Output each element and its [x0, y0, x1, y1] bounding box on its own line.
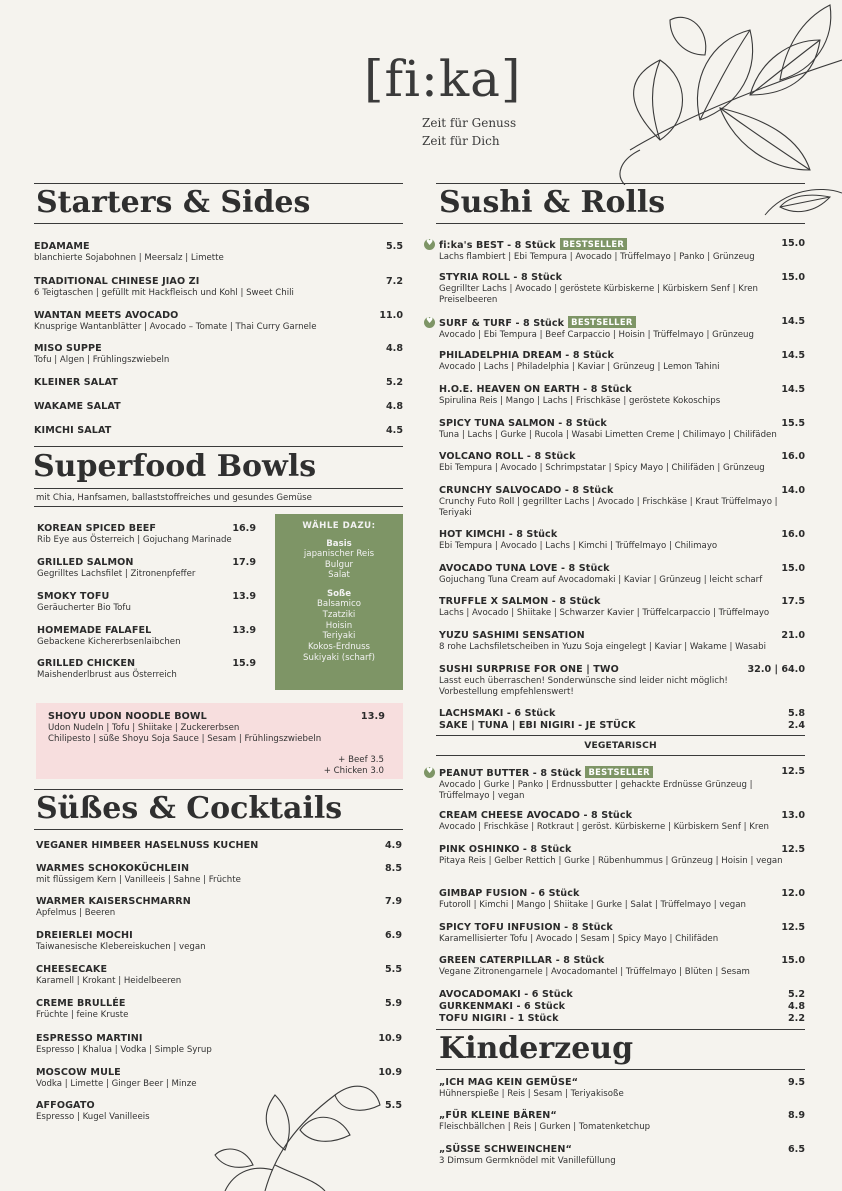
- item-description: Gebackene Kichererbsenlaibchen: [37, 637, 181, 647]
- item-description: Avocado | Lachs | Philadelphia | Kaviar | Grünzeug | Lemon Tahini: [439, 362, 720, 372]
- item-description: Knusprige Wantanblätter | Avocado – Tomate | Thai Curry Garnele: [34, 322, 317, 332]
- menu-item: [37, 591, 256, 614]
- item-price: 5.2: [788, 989, 805, 1000]
- menu-item: [439, 888, 805, 911]
- item-description: Früchte | feine Kruste: [36, 1010, 129, 1020]
- item-price: 14.5: [781, 384, 805, 395]
- item-name: ESPRESSO MARTINI: [36, 1033, 143, 1044]
- item-price: 15.0: [781, 272, 805, 283]
- item-price: 17.5: [781, 596, 805, 607]
- menu-item: [34, 377, 403, 388]
- item-price: 6.5: [788, 1144, 805, 1155]
- item-description: Espresso | Khalua | Vodka | Simple Syrup: [36, 1045, 212, 1055]
- menu-item: [34, 425, 403, 436]
- item-name: YUZU SASHIMI SENSATION: [439, 630, 585, 641]
- menu-item: [439, 810, 805, 833]
- bestseller-heart-icon: [424, 767, 435, 778]
- item-name: TOFU NIGIRI - 1 Stück: [439, 1013, 559, 1024]
- item-name: CHEESECAKE: [36, 964, 108, 975]
- item-name: fi:ka's BEST - 8 Stück BESTSELLER: [439, 238, 805, 251]
- menu-item: [439, 272, 805, 306]
- item-price: 12.5: [781, 844, 805, 855]
- item-name: SUSHI SURPRISE FOR ONE | TWO: [439, 664, 619, 675]
- item-name: AVOCADO TUNA LOVE - 8 Stück: [439, 563, 610, 574]
- item-description: blanchierte Sojabohnen | Meersalz | Limette: [34, 253, 224, 263]
- logo-tagline-1: Zeit für Genuss: [422, 116, 517, 130]
- item-price: 14.0: [781, 485, 805, 496]
- item-price: 4.9: [385, 840, 402, 851]
- item-description: Avocado | Gurke | Panko | Erdnussbutter | gehackte Erdnüsse Grünzeug | Trüffelmayo | vegan: [439, 780, 753, 801]
- item-price: 8.9: [788, 1110, 805, 1121]
- item-price: 15.0: [781, 238, 805, 249]
- noodle-desc-1: Udon Nudeln | Tofu | Shiitake | Zuckererbsen: [48, 723, 240, 733]
- vegetarian-title: VEGETARISCH: [584, 740, 657, 751]
- item-price: 16.0: [781, 529, 805, 540]
- item-name: „ICH MAG KEIN GEMÜSE“: [439, 1077, 579, 1088]
- item-description: Gegrilltes Lachsfilet | Zitronenpfeffer: [37, 569, 196, 579]
- item-name: HOT KIMCHI - 8 Stück: [439, 529, 558, 540]
- divider: [436, 755, 805, 756]
- noodle-desc-2: Chilipesto | süße Shoyu Soja Sauce | Sesam | Frühlingszwiebeln: [48, 734, 322, 744]
- item-description: Lachs | Avocado | Shiitake | Schwarzer Kavier | Trüffelcarpaccio | Trüffelmayo: [439, 608, 770, 618]
- item-description: mit flüssigem Kern | Vanilleeis | Sahne | Früchte: [36, 875, 241, 885]
- section-title-starters: Starters & Sides: [36, 185, 311, 220]
- item-description: Gegrillter Lachs | Avocado | geröstete Kürbiskerne | Kürbiskern Senf | Kren Preiselbeeren: [439, 284, 758, 305]
- menu-item: [439, 664, 805, 698]
- menu-item: [439, 1077, 805, 1100]
- menu-item: [34, 310, 403, 333]
- divider: [34, 446, 403, 447]
- item-description: Ebi Tempura | Avocado | Schrimpstatar | Spicy Mayo | Chilifäden | Grünzeug: [439, 463, 765, 473]
- item-price: 10.9: [378, 1067, 402, 1078]
- item-price: 15.9: [232, 658, 256, 669]
- item-price: 4.5: [386, 425, 403, 436]
- item-name: GREEN CATERPILLAR - 8 Stück: [439, 955, 605, 966]
- item-price: 5.5: [385, 964, 402, 975]
- item-price: 2.4: [788, 720, 805, 731]
- menu-item: [36, 1100, 402, 1123]
- menu-item: [439, 418, 805, 441]
- item-price: 5.2: [386, 377, 403, 388]
- item-price: 7.2: [386, 276, 403, 287]
- bestseller-badge: BESTSELLER: [560, 238, 627, 250]
- item-price: 17.9: [232, 557, 256, 568]
- item-name: WAKAME SALAT: [34, 401, 121, 412]
- noodle-extra-beef: + Beef 3.5: [338, 755, 384, 765]
- item-price: 7.9: [385, 896, 402, 907]
- basis-list: [275, 549, 403, 581]
- menu-item: [439, 529, 805, 552]
- item-description: Vegane Zitronengarnele | Avocadomantel | Trüffelmayo | Blüten | Sesam: [439, 967, 750, 977]
- menu-item: [439, 844, 805, 867]
- menu-item: [439, 350, 805, 373]
- item-name: MOSCOW MULE: [36, 1067, 121, 1078]
- item-price: 16.9: [232, 523, 256, 534]
- item-name: EDAMAME: [34, 241, 90, 252]
- item-price: 12.0: [781, 888, 805, 899]
- item-price: 12.5: [781, 922, 805, 933]
- item-name: LACHSMAKI - 6 Stück: [439, 708, 556, 719]
- item-price: 15.0: [781, 563, 805, 574]
- basis-option: Bulgur: [324, 559, 354, 570]
- item-name: WANTAN MEETS AVOCADO: [34, 310, 179, 321]
- item-name: VOLCANO ROLL - 8 Stück: [439, 451, 576, 462]
- item-price: 5.5: [385, 1100, 402, 1111]
- section-title-sushi: Sushi & Rolls: [439, 185, 666, 220]
- menu-item: [36, 930, 402, 953]
- item-description: Hühnerspieße | Reis | Sesam | Teriyakisoße: [439, 1089, 624, 1099]
- menu-item: [439, 1144, 805, 1167]
- item-description: 8 rohe Lachsfiletscheiben in Yuzu Soja eingelegt | Kaviar | Wakame | Wasabi: [439, 642, 766, 652]
- bestseller-badge: BESTSELLER: [568, 316, 635, 328]
- item-price: 15.0: [781, 955, 805, 966]
- item-name: PEANUT BUTTER - 8 Stück BESTSELLER: [439, 766, 805, 779]
- item-name: GIMBAP FUSION - 6 Stück: [439, 888, 580, 899]
- item-description: Avocado | Frischkäse | Rotkraut | geröst. Kürbiskerne | Kürbiskern Senf | Kren: [439, 822, 769, 832]
- item-description: Karamell | Krokant | Heidelbeeren: [36, 976, 182, 986]
- item-name: STYRIA ROLL - 8 Stück: [439, 272, 563, 283]
- menu-item: [439, 485, 805, 519]
- item-description: Ebi Tempura | Avocado | Lachs | Kimchi | Trüffelmayo | Chilimayo: [439, 541, 718, 551]
- item-name: GURKENMAKI - 6 Stück: [439, 1001, 566, 1012]
- menu-item: [439, 563, 805, 586]
- divider: [436, 1069, 805, 1070]
- sauce-list: [275, 599, 403, 663]
- menu-item: [439, 316, 805, 341]
- item-description: Futoroll | Kimchi | Mango | Shiitake | Gurke | Salat | Trüffelmayo | vegan: [439, 900, 746, 910]
- item-price: 5.5: [386, 241, 403, 252]
- item-price: 6.9: [385, 930, 402, 941]
- divider: [436, 223, 805, 224]
- basis-title: Basis: [326, 539, 352, 549]
- menu-item: [36, 896, 402, 919]
- item-description: Gojuchang Tuna Cream auf Avocadomaki | Kaviar | Grünzeug | leicht scharf: [439, 575, 763, 585]
- item-description: Vodka | Limette | Ginger Beer | Minze: [36, 1079, 197, 1089]
- divider: [436, 183, 805, 184]
- item-name: AFFOGATO: [36, 1100, 95, 1111]
- item-name: CREME BRULLÉE: [36, 998, 126, 1009]
- item-description: Geräucherter Bio Tofu: [37, 603, 131, 613]
- item-description: Fleischbällchen | Reis | Gurken | Tomatenketchup: [439, 1122, 651, 1132]
- menu-item: [34, 343, 403, 366]
- item-description: 6 Teigtaschen | gefüllt mit Hackfleisch und Kohl | Sweet Chili: [34, 288, 294, 298]
- divider: [34, 183, 403, 184]
- sauce-option: Balsamico: [316, 599, 362, 610]
- item-description: 3 Dimsum Germknödel mit Vanillefüllung: [439, 1156, 616, 1166]
- logo: [340, 48, 540, 158]
- item-price: 13.9: [232, 591, 256, 602]
- item-name: SPICY TUNA SALMON - 8 Stück: [439, 418, 607, 429]
- menu-item: [439, 596, 805, 619]
- item-description: Avocado | Ebi Tempura | Beef Carpaccio | Hoisin | Trüffelmayo | Grünzeug: [439, 330, 754, 340]
- menu-item: [34, 401, 403, 412]
- item-price: 12.5: [781, 766, 805, 777]
- item-description: Maishenderlbrust aus Österreich: [37, 670, 177, 680]
- item-price: 10.9: [378, 1033, 402, 1044]
- item-name: TRADITIONAL CHINESE JIAO ZI: [34, 276, 200, 287]
- item-description: Taiwanesische Klebereiskuchen | vegan: [36, 942, 206, 952]
- bestseller-heart-icon: [424, 317, 435, 328]
- item-description: Lachs flambiert | Ebi Tempura | Avocado | Trüffelmayo | Panko | Grünzeug: [439, 252, 755, 262]
- item-description: Tuna | Lachs | Gurke | Rucola | Wasabi Limetten Creme | Chilimayo | Chilifäden: [439, 430, 777, 440]
- item-description: Spirulina Reis | Mango | Lachs | Frischkäse | geröstete Kokoschips: [439, 396, 721, 406]
- logo-tagline-2: Zeit für Dich: [422, 134, 500, 148]
- item-price: 14.5: [781, 316, 805, 327]
- menu-item: [36, 998, 402, 1021]
- item-price: 32.0 | 64.0: [747, 664, 805, 675]
- item-price: 8.5: [385, 863, 402, 874]
- basis-option: japanischer Reis: [303, 549, 375, 559]
- menu-item: [439, 384, 805, 407]
- section-title-sweets: Süßes & Cocktails: [36, 791, 343, 826]
- menu-item: [439, 708, 805, 719]
- item-name: AVOCADOMAKI - 6 Stück: [439, 989, 573, 1000]
- item-price: 4.8: [386, 343, 403, 354]
- item-name: SMOKY TOFU: [37, 591, 110, 602]
- item-name: KLEINER SALAT: [34, 377, 118, 388]
- bestseller-badge: BESTSELLER: [585, 766, 652, 778]
- item-name: DREIERLEI MOCHI: [36, 930, 133, 941]
- divider: [34, 829, 403, 830]
- menu-item: [37, 658, 256, 681]
- noodle-extra-chicken: + Chicken 3.0: [323, 766, 384, 776]
- item-description: Lasst euch überraschen! Sonderwünsche sind leider nicht möglich! Vorbestellung empfehlenswert!: [439, 676, 728, 697]
- item-name: TRUFFLE X SALMON - 8 Stück: [439, 596, 601, 607]
- item-price: 11.0: [379, 310, 403, 321]
- leaf-illustration-top-right: [600, 0, 842, 185]
- item-description: Crunchy Futo Roll | gegrillter Lachs | Avocado | Frischkäse | Kraut Trüffelmayo | Teriyaki: [439, 497, 778, 518]
- item-name: HOMEMADE FALAFEL: [37, 625, 152, 636]
- menu-item: [36, 863, 402, 886]
- sauce-option: Tzatziki: [322, 609, 356, 620]
- menu-item: [439, 1001, 805, 1012]
- item-description: Karamellisierter Tofu | Avocado | Sesam | Spicy Mayo | Chilifäden: [439, 934, 719, 944]
- item-price: 15.5: [781, 418, 805, 429]
- item-name: SURF & TURF - 8 Stück BESTSELLER: [439, 316, 805, 329]
- menu-item: [37, 625, 256, 648]
- basis-option: Salat: [328, 570, 350, 581]
- item-price: 13.9: [232, 625, 256, 636]
- item-name: „SÜSSE SCHWEINCHEN“: [439, 1144, 572, 1155]
- item-name: PHILADELPHIA DREAM - 8 Stück: [439, 350, 614, 361]
- divider: [34, 223, 403, 224]
- section-title-bowls: Superfood Bowls: [33, 449, 317, 484]
- item-price: 4.8: [788, 1001, 805, 1012]
- item-price: 14.5: [781, 350, 805, 361]
- item-description: Pitaya Reis | Gelber Rettich | Gurke | Rübenhummus | Grünzeug | Hoisin | vegan: [439, 856, 783, 866]
- item-name: VEGANER HIMBEER HASELNUSS KUCHEN: [36, 840, 259, 851]
- item-price: 5.9: [385, 998, 402, 1009]
- item-name: SAKE | TUNA | EBI NIGIRI - JE STÜCK: [439, 720, 636, 731]
- menu-item: [439, 720, 805, 731]
- item-price: 5.8: [788, 708, 805, 719]
- item-description: Espresso | Kugel Vanilleeis: [36, 1112, 150, 1122]
- item-price: 9.5: [788, 1077, 805, 1088]
- menu-item: [34, 276, 403, 299]
- sauce-option: Hoisin: [325, 620, 353, 631]
- item-name: WARMES SCHOKOKÜCHLEIN: [36, 863, 190, 874]
- menu-item: [439, 955, 805, 978]
- item-price: 13.0: [781, 810, 805, 821]
- choose-title: WÄHLE DAZU:: [302, 521, 376, 531]
- divider: [34, 488, 403, 489]
- divider: [34, 789, 403, 790]
- menu-item: [34, 241, 403, 264]
- item-name: GRILLED SALMON: [37, 557, 134, 568]
- item-name: KOREAN SPICED BEEF: [37, 523, 157, 534]
- item-description: Rib Eye aus Österreich | Gojuchang Marinade: [37, 535, 232, 545]
- menu-item: [439, 238, 805, 263]
- item-price: 2.2: [788, 1013, 805, 1024]
- menu-item: [439, 451, 805, 474]
- menu-item: [439, 630, 805, 653]
- item-price: 4.8: [386, 401, 403, 412]
- menu-item: [439, 1013, 805, 1024]
- item-name: „FÜR KLEINE BÄREN“: [439, 1110, 557, 1121]
- bestseller-heart-icon: [424, 239, 435, 250]
- item-name: KIMCHI SALAT: [34, 425, 112, 436]
- item-name: CRUNCHY SALVOCADO - 8 Stück: [439, 485, 614, 496]
- menu-item: [37, 523, 256, 546]
- divider: [436, 735, 805, 736]
- logo-wordmark: [fi:ka]: [364, 50, 522, 108]
- sauce-title: Soße: [326, 589, 352, 600]
- menu-item: [439, 1110, 805, 1133]
- choose-box: [275, 514, 403, 690]
- noodle-name: SHOYU UDON NOODLE BOWL: [48, 711, 207, 722]
- menu-item: [439, 922, 805, 945]
- menu-item: [36, 1033, 402, 1056]
- menu-item: [439, 989, 805, 1000]
- section-title-kids: Kinderzeug: [439, 1031, 634, 1066]
- sauce-option: Teriyaki: [322, 631, 356, 642]
- item-name: SPICY TOFU INFUSION - 8 Stück: [439, 922, 613, 933]
- menu-item: [37, 557, 256, 580]
- item-description: Apfelmus | Beeren: [36, 908, 116, 918]
- item-name: PINK OSHINKO - 8 Stück: [439, 844, 572, 855]
- item-price: 16.0: [781, 451, 805, 462]
- menu-item: [439, 766, 805, 802]
- item-name: WARMER KAISERSCHMARRN: [36, 896, 191, 907]
- noodle-bowl-box: [36, 703, 403, 779]
- divider: [34, 506, 403, 507]
- sauce-option: Sukiyaki (scharf): [303, 652, 375, 663]
- noodle-price: 13.9: [360, 711, 385, 722]
- sauce-option: Kokos-Erdnuss: [307, 641, 371, 652]
- menu-item: [36, 964, 402, 987]
- divider: [436, 1029, 805, 1030]
- item-name: MISO SUPPE: [34, 343, 102, 354]
- bowls-subtitle: mit Chia, Hanfsamen, ballaststoffreiches und gesundes Gemüse: [36, 493, 312, 503]
- menu-item: [36, 840, 402, 851]
- item-description: Tofu | Algen | Frühlingszwiebeln: [34, 355, 170, 365]
- item-name: H.O.E. HEAVEN ON EARTH - 8 Stück: [439, 384, 632, 395]
- leaf-illustration-bottom: [205, 1075, 385, 1191]
- item-price: 21.0: [781, 630, 805, 641]
- item-name: CREAM CHEESE AVOCADO - 8 Stück: [439, 810, 633, 821]
- menu-item: [36, 1067, 402, 1090]
- item-name: GRILLED CHICKEN: [37, 658, 136, 669]
